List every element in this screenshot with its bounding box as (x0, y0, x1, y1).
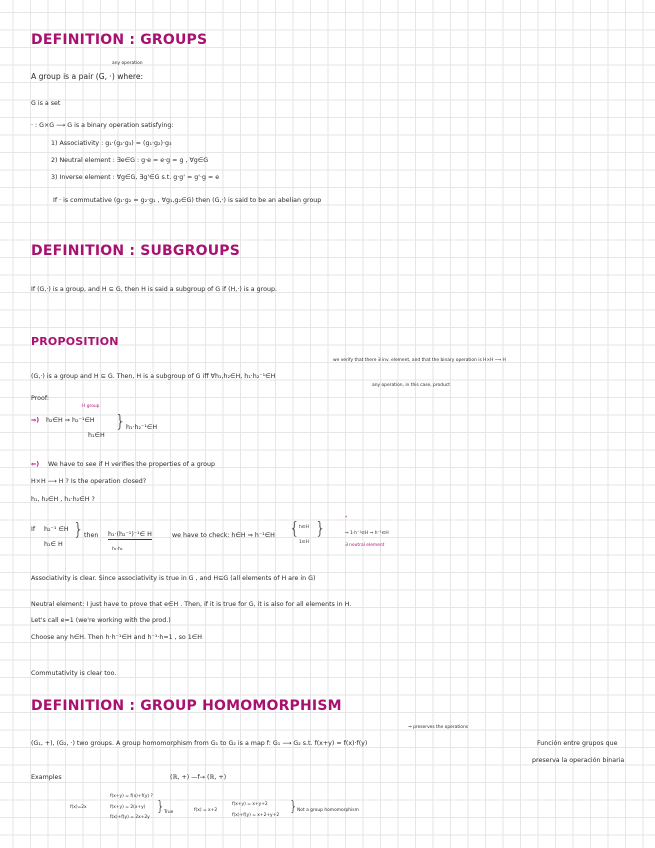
proof-label: Proof: (31, 395, 49, 402)
ex1-line1: f(x+y) = 2(x+y) (110, 805, 146, 810)
forward-line2: h₁∈H (88, 432, 105, 439)
ex1-question: f(x+y) = f(x)+f(y) ? (110, 794, 153, 799)
closure-under: h₁·h₂ (112, 547, 123, 552)
closure-line2: h₁∈ H (44, 541, 63, 548)
proposition-statement: (G,·) is a group and H ⊆ G. Then, H is a subgroup of G iff ∀h₁,h₂∈H, h₁·h₂⁻¹∈H (31, 373, 276, 380)
examples-label: Examples (31, 774, 62, 781)
closure-expr: h₁·(h₂⁻¹)⁻¹∈ H (108, 531, 152, 538)
annotation-preserves: ⇒ preserves the operations (408, 725, 469, 730)
groups-set-line: G is a set (31, 100, 61, 107)
closure-if: If (31, 526, 36, 533)
closure-line1: h₂⁻¹ ∈H (44, 526, 69, 533)
ex1-verdict: True (164, 810, 174, 815)
abelian-note: If · is commutative (g₁·g₂ = g₂·g₁ , ∀g₁,g₂∈G) then (G,·) is said to be an abelian group (53, 197, 322, 204)
note-verify: we verify that there ∃ inv. element, and that the binary operation is H×H ⟶ H (333, 358, 506, 363)
ex1-def: f(x)=2x (70, 805, 87, 810)
heading-homomorphism: DEFINITION : GROUP HOMOMORPHISM (31, 698, 342, 714)
homomorphism-definition: (G₁, +), (G₂, ·) two groups. A group homomorphism from G₁ to G₂ is a map f: G₁ ⟶ G₂ s.t. f(x+y) = f(x)·f(y) (31, 740, 368, 747)
property-neutral: 2) Neutral element : ∃e∈G : g·e = e·g = g , ∀g∈G (51, 157, 209, 164)
backward-line1: We have to see if H verifies the properties of a group (48, 461, 215, 468)
backward-arrow: ⇐) (31, 461, 40, 468)
choose-text: Choose any h∈H. Then h·h⁻¹∈H and h⁻¹·h=1 , so 1∈H (31, 634, 203, 641)
heading-proposition: PROPOSITION (31, 335, 119, 348)
property-inverse: 3) Inverse element : ∀g∈G, ∃g'∈G s.t. g·g' = g'·g = e (51, 174, 220, 181)
neutral-text: Neutral element: I just have to prove that e∈H . Then, if it is true for G, it is also for all elements in H. (31, 601, 352, 608)
forward-line1: h₂∈H ⇒ h₂⁻¹∈H (46, 417, 95, 424)
groups-op-line: · : G×G ⟶ G is a binary operation satisfying: (31, 122, 174, 129)
heading-groups: DEFINITION : GROUPS (31, 32, 208, 48)
spanish-note-2: preserva la operación binaria (532, 757, 625, 764)
closure-then: then (84, 532, 99, 539)
annotation-any-operation: any operation (112, 61, 143, 66)
mapping-r-to-r: (ℝ, +) —f→ (ℝ, +) (170, 774, 227, 781)
annotation-h-group: H group (82, 404, 100, 409)
forward-arrow: ⇒) (31, 417, 40, 424)
note-any-operation: any operation, in this case, product (372, 383, 450, 388)
closure-conclusion: ⇒ 1·h⁻¹∈H ⇒ h⁻¹∈H (345, 531, 389, 536)
check-case1: h∈H (299, 525, 309, 530)
spanish-note-1: Función entre grupos que (537, 740, 618, 747)
ex2-verdict: Not a group homomorphism (297, 808, 359, 813)
check-brace-right: } (315, 519, 326, 539)
neutral-element-note: ∃ neutral element (345, 543, 385, 548)
ex1-brace: } (156, 799, 165, 815)
closure-brace: } (73, 520, 84, 540)
ex1-line2: f(x)+f(y) = 2x+2y (110, 815, 150, 820)
property-associativity: 1) Associativity : g₁·(g₂·g₃) = (g₁·g₂)·g₃ (51, 140, 172, 147)
star-mark: * (345, 516, 348, 521)
forward-brace: } (115, 412, 126, 432)
commutativity-text: Commutativity is clear too. (31, 670, 117, 677)
groups-intro: A group is a pair (G, ·) where: (31, 72, 144, 81)
check-case2: 1∈H (299, 540, 309, 545)
backward-line2: H×H ⟶ H ? Is the operation closed? (31, 478, 147, 485)
ex2-brace: } (289, 799, 298, 815)
check-brace-left: { (289, 519, 300, 539)
ex2-line1: f(x+y) = x+y+2 (232, 802, 268, 807)
forward-result: h₁·h₂⁻¹∈H (126, 424, 158, 431)
ex2-line2: f(x)+f(y) = x+2+y+2 (232, 813, 280, 818)
ex2-def: f(x) = x+2 (194, 808, 218, 813)
associativity-text: Associativity is clear. Since associativity is true in G , and H⊆G (all elements of H are in G) (31, 575, 316, 582)
backward-line3: h₁, h₂∈H , h₁·h₂∈H ? (31, 496, 95, 503)
subgroups-text: If (G,·) is a group, and H ⊆ G, then H is said a subgroup of G if (H,·) is a group. (31, 286, 277, 293)
closure-check: we have to check: h∈H ⇒ h⁻¹∈H (172, 532, 275, 539)
heading-subgroups: DEFINITION : SUBGROUPS (31, 243, 241, 259)
lets-call-text: Let's call e=1 (we're working with the prod.) (31, 617, 171, 624)
